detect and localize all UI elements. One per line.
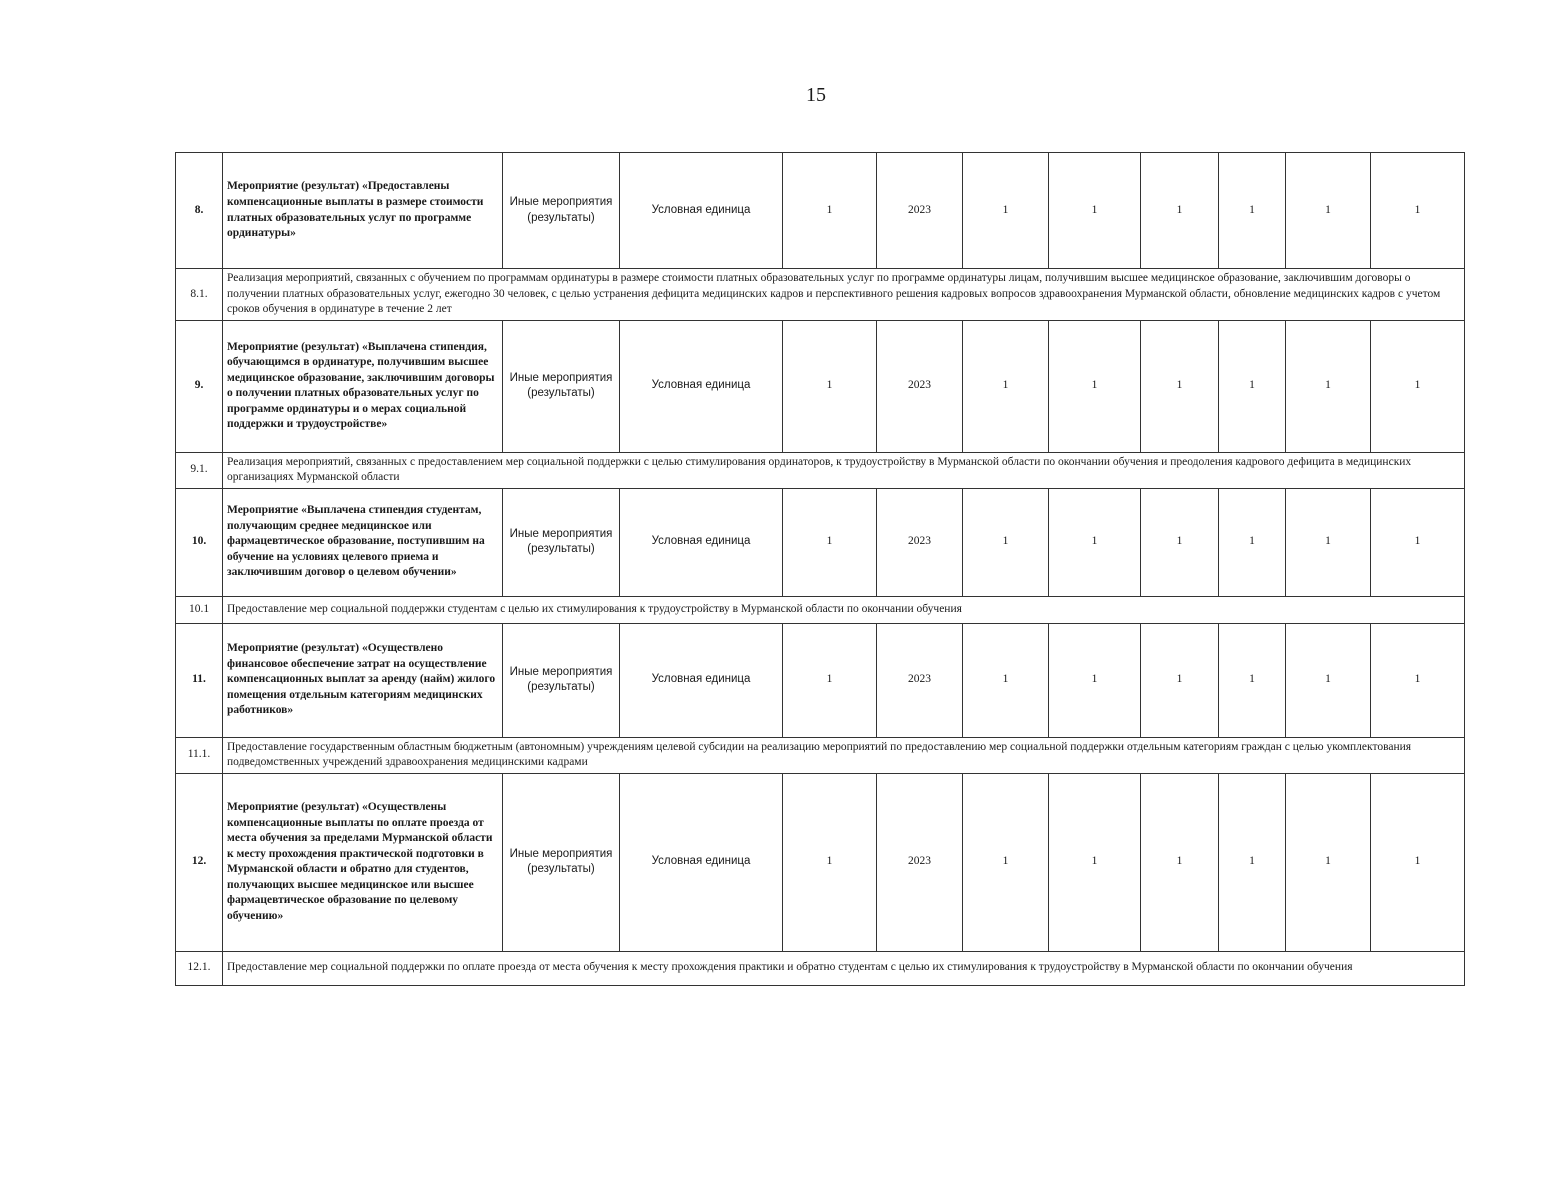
measure-unit: Условная единица <box>620 153 783 269</box>
year-value: 1 <box>1049 773 1141 951</box>
task-description: Реализация мероприятий, связанных с предоставлением мер социальной поддержки с целью стимулирования ординаторов, к трудоустройству в Мурманской области по окончании обучения и преодоления кадрового дефицита в медицинских организациях Мурманской области <box>223 452 1465 488</box>
measure-title: Мероприятие «Выплачена стипендия студентам, получающим среднее медицинское или фармацевтическое образование, поступившим на обучение на условиях целевого приема и заключившим договор о целевом обучении» <box>223 488 503 596</box>
year-value: 1 <box>1286 488 1371 596</box>
task-row <box>176 269 1465 321</box>
year-value: 1 <box>1286 773 1371 951</box>
base-value: 1 <box>783 488 877 596</box>
measure-row <box>176 773 1465 951</box>
base-value: 1 <box>783 153 877 269</box>
task-description: Предоставление мер социальной поддержки по оплате проезда от места обучения к месту прохождения практики и обратно студентам с целью их стимулирования к трудоустройству в Мурманской области по окончании обучения <box>223 951 1465 985</box>
measure-type: Иные мероприятия (результаты) <box>503 320 620 452</box>
task-row <box>176 596 1465 623</box>
base-value: 1 <box>783 623 877 737</box>
task-row <box>176 452 1465 488</box>
base-year: 2023 <box>877 773 963 951</box>
measures-table <box>175 152 1465 986</box>
task-number: 12.1. <box>176 951 223 985</box>
measure-row <box>176 320 1465 452</box>
measure-number: 8. <box>176 153 223 269</box>
year-value: 1 <box>963 488 1049 596</box>
year-value: 1 <box>1219 153 1286 269</box>
task-number: 11.1. <box>176 737 223 773</box>
year-value: 1 <box>1219 320 1286 452</box>
year-value: 1 <box>963 623 1049 737</box>
measure-title: Мероприятие (результат) «Осуществлено финансовое обеспечение затрат на осуществление компенсационных выплат за аренду (найм) жилого помещения отдельным категориям медицинских работников» <box>223 623 503 737</box>
measure-type: Иные мероприятия (результаты) <box>503 623 620 737</box>
year-value: 1 <box>1049 320 1141 452</box>
year-value: 1 <box>1286 320 1371 452</box>
year-value: 1 <box>1141 320 1219 452</box>
base-value: 1 <box>783 320 877 452</box>
page-number: 15 <box>806 84 826 106</box>
year-value: 1 <box>1141 153 1219 269</box>
year-value: 1 <box>1049 623 1141 737</box>
measure-title: Мероприятие (результат) «Выплачена стипендия, обучающимся в ординатуре, получившим высшее медицинское образование, заключившим договоры о получении платных образовательных услуг по программе ординатуры и о мерах социальной поддержки и трудоустройстве» <box>223 320 503 452</box>
year-value: 1 <box>1286 623 1371 737</box>
year-value: 1 <box>1141 623 1219 737</box>
year-value: 1 <box>1371 623 1465 737</box>
year-value: 1 <box>963 320 1049 452</box>
measure-number: 10. <box>176 488 223 596</box>
year-value: 1 <box>1141 773 1219 951</box>
year-value: 1 <box>1219 773 1286 951</box>
base-year: 2023 <box>877 488 963 596</box>
task-description: Предоставление государственным областным бюджетным (автономным) учреждениям целевой субсидии на реализацию мероприятий по предоставлению мер социальной поддержки отдельным категориям граждан с целью укомплектования подведомственных учреждений здравоохранения медицинскими кадрами <box>223 737 1465 773</box>
year-value: 1 <box>1371 153 1465 269</box>
measure-number: 12. <box>176 773 223 951</box>
measure-unit: Условная единица <box>620 773 783 951</box>
task-description: Реализация мероприятий, связанных с обучением по программам ординатуры в размере стоимости платных образовательных услуг по программе ординатуры лицам, получившим высшее медицинское образование, заключившим договоры о получении платных образовательных услуг, ежегодно 30 человек, с целью устранения дефицита медицинских кадров и перспективного решения кадровых вопросов здравоохранения Мурманской области, обновление медицинских кадров с учетом сроков обучения в ординатуре в течение 2 лет <box>223 269 1465 321</box>
year-value: 1 <box>1286 153 1371 269</box>
year-value: 1 <box>1049 153 1141 269</box>
task-number: 10.1 <box>176 596 223 623</box>
year-value: 1 <box>963 773 1049 951</box>
year-value: 1 <box>1049 488 1141 596</box>
year-value: 1 <box>1219 623 1286 737</box>
measure-row <box>176 623 1465 737</box>
year-value: 1 <box>1371 320 1465 452</box>
measure-unit: Условная единица <box>620 623 783 737</box>
year-value: 1 <box>963 153 1049 269</box>
year-value: 1 <box>1371 773 1465 951</box>
measure-unit: Условная единица <box>620 488 783 596</box>
year-value: 1 <box>1219 488 1286 596</box>
task-row <box>176 737 1465 773</box>
task-number: 8.1. <box>176 269 223 321</box>
year-value: 1 <box>1141 488 1219 596</box>
measure-type: Иные мероприятия (результаты) <box>503 488 620 596</box>
measure-number: 9. <box>176 320 223 452</box>
measure-title: Мероприятие (результат) «Предоставлены компенсационные выплаты в размере стоимости платных образовательных услуг по программе ординатуры» <box>223 153 503 269</box>
base-year: 2023 <box>877 623 963 737</box>
measure-number: 11. <box>176 623 223 737</box>
measure-type: Иные мероприятия (результаты) <box>503 773 620 951</box>
task-number: 9.1. <box>176 452 223 488</box>
measure-title: Мероприятие (результат) «Осуществлены компенсационные выплаты по оплате проезда от места обучения за пределами Мурманской области к месту прохождения практической подготовки в Мурманской области и обратно для студентов, получающих высшее медицинское или высшее фармацевтическое образование по целевому обучению» <box>223 773 503 951</box>
year-value: 1 <box>1371 488 1465 596</box>
base-value: 1 <box>783 773 877 951</box>
task-row <box>176 951 1465 985</box>
task-description: Предоставление мер социальной поддержки студентам с целью их стимулирования к трудоустройству в Мурманской области по окончании обучения <box>223 596 1465 623</box>
measure-type: Иные мероприятия (результаты) <box>503 153 620 269</box>
base-year: 2023 <box>877 320 963 452</box>
measure-row <box>176 153 1465 269</box>
measure-row <box>176 488 1465 596</box>
base-year: 2023 <box>877 153 963 269</box>
measure-unit: Условная единица <box>620 320 783 452</box>
